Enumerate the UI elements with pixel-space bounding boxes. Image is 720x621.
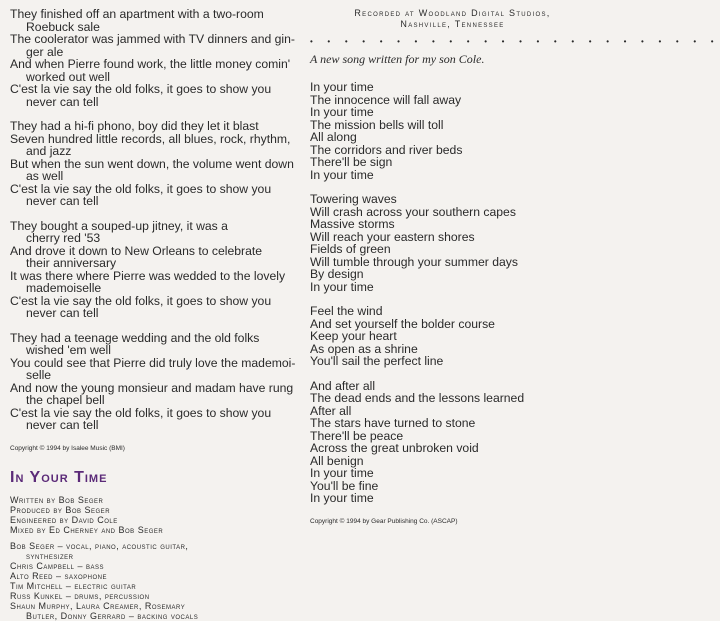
- right-copyright: Copyright © 1994 by Gear Publishing Co. (ASCAP): [310, 517, 458, 525]
- lyric-line: By design: [310, 267, 364, 281]
- lyric-stanza: [10, 120, 300, 208]
- right-column: [310, 8, 720, 526]
- left-copyright: Copyright © 1994 by Isalee Music (BMI): [10, 444, 125, 452]
- studio-line-1: Recorded at Woodland Digital Studios,: [354, 8, 551, 18]
- lyric-line: Will crash across your southern capes: [310, 204, 516, 219]
- lyric-line: The mission bells will toll: [310, 117, 444, 132]
- dot-divider: • • • • • • • • • • • • • • • • • • • • • • • •: [310, 37, 720, 46]
- lyric-line: You'll be fine: [310, 478, 379, 493]
- lyric-line: the chapel bell: [26, 393, 105, 407]
- lyric-stanza: [310, 193, 595, 293]
- lyric-stanza: [10, 332, 300, 432]
- lyric-line: And after all: [310, 378, 376, 393]
- song-title: In Your Time: [10, 468, 108, 486]
- lyric-line: In your time: [310, 491, 374, 505]
- lyric-line: Seven hundred little records, all blues, rock, rhythm,: [10, 131, 291, 146]
- credit-line: Written by Bob Seger: [10, 494, 104, 505]
- lyric-line: C'est la vie say the old folks, it goes to show you: [10, 82, 272, 96]
- lyric-line: All along: [310, 130, 357, 144]
- lyric-line: never can tell: [26, 306, 99, 320]
- studio-line-2: Nashville, Tennessee: [400, 19, 505, 29]
- lyric-line: never can tell: [26, 94, 99, 109]
- lyric-line: wished 'em well: [26, 343, 111, 357]
- lyric-line: The stars have turned to stone: [310, 416, 476, 430]
- musician-line: synthesizer: [26, 550, 74, 561]
- lyric-line: Roebuck sale: [26, 19, 100, 34]
- credit-line: Engineered by David Cole: [10, 514, 118, 525]
- lyric-line: Will reach your eastern shores: [310, 229, 475, 244]
- musician-line: Butler, Donny Gerrard – backing vocals: [26, 610, 199, 621]
- lyric-line: They had a teenage wedding and the old folks: [10, 330, 260, 345]
- lyric-stanza: [310, 380, 595, 505]
- musician-credits: [10, 541, 300, 621]
- lyric-stanza: [310, 305, 595, 368]
- lyric-line: their anniversary: [26, 256, 117, 270]
- lyric-line: Towering waves: [310, 192, 397, 206]
- lyric-line: And now the young monsieur and madam have rung: [10, 380, 294, 395]
- musician-line: Tim Mitchell – electric guitar: [10, 580, 137, 591]
- lyric-line: In your time: [310, 167, 374, 182]
- musician-line: Russ Kunkel – drums, percussion: [10, 590, 150, 601]
- musician-line: Bob Seger – vocal, piano, acoustic guitar,: [10, 540, 189, 551]
- lyric-line: There'll be sign: [310, 155, 393, 169]
- lyric-stanza: [10, 8, 300, 108]
- lyric-line: As open as a shrine: [310, 341, 418, 356]
- lyric-line: In your time: [310, 466, 374, 480]
- lyric-line: In your time: [310, 279, 374, 294]
- lyric-line: and jazz: [26, 144, 72, 158]
- left-lyrics: [10, 8, 300, 432]
- lyric-line: Keep your heart: [310, 329, 397, 343]
- lyric-line: worked out well: [26, 69, 110, 84]
- production-credits: [10, 495, 300, 535]
- lyric-line: All benign: [310, 453, 364, 468]
- lyric-line: C'est la vie say the old folks, it goes to show you: [10, 181, 272, 196]
- lyric-line: C'est la vie say the old folks, it goes to show you: [10, 405, 272, 420]
- right-lyrics: [310, 81, 595, 505]
- lyric-line: In your time: [310, 80, 374, 94]
- lyric-stanza: [310, 81, 595, 181]
- lyric-line: But when the sun went down, the volume went down: [10, 156, 294, 171]
- lyric-line: Massive storms: [310, 217, 395, 231]
- lyric-line: as well: [26, 169, 64, 183]
- musician-line: Chris Campbell – bass: [10, 560, 105, 571]
- lyric-line: The dead ends and the lessons learned: [310, 391, 525, 405]
- lyric-line: And set yourself the bolder course: [310, 316, 495, 331]
- credit-line: Produced by Bob Seger: [10, 504, 111, 515]
- lyric-line: Will tumble through your summer days: [310, 254, 518, 269]
- lyric-line: They bought a souped-up jitney, it was a: [10, 218, 228, 233]
- lyric-line: In your time: [310, 105, 374, 119]
- lyric-line: mademoiselle: [26, 281, 102, 295]
- lyric-line: And when Pierre found work, the little money comin': [10, 57, 291, 71]
- lyric-line: After all: [310, 403, 352, 418]
- credit-line: Mixed by Ed Cherney and Bob Seger: [10, 524, 164, 535]
- musician-line: Shaun Murphy, Laura Creamer, Rosemary: [10, 600, 186, 611]
- lyric-line: ger ale: [26, 44, 64, 59]
- lyric-line: It was there where Pierre was wedded to the lovely: [10, 268, 286, 283]
- lyric-line: You'll sail the perfect line: [310, 354, 444, 368]
- lyric-line: The corridors and river beds: [310, 142, 463, 157]
- lyric-line: The coolerator was jammed with TV dinners and gin-: [10, 32, 295, 46]
- lyric-line: There'll be peace: [310, 428, 404, 443]
- lyric-line: Fields of green: [310, 242, 391, 256]
- lyric-line: They finished off an apartment with a two-room: [10, 7, 264, 21]
- lyric-stanza: [10, 220, 300, 320]
- lyric-line: never can tell: [26, 194, 99, 208]
- lyric-line: C'est la vie say the old folks, it goes to show you: [10, 293, 272, 308]
- lyric-line: You could see that Pierre did truly love the mademoi-: [10, 355, 296, 370]
- musician-line: Alto Reed – saxophone: [10, 570, 107, 581]
- lyric-line: They had a hi-fi phono, boy did they let it blast: [10, 119, 259, 133]
- lyric-line: Across the great unbroken void: [310, 441, 479, 455]
- left-column: [10, 8, 300, 621]
- lyric-line: cherry red '53: [26, 231, 101, 245]
- lyric-line: selle: [26, 368, 52, 382]
- dedication: A new song written for my son Cole.: [310, 52, 485, 66]
- lyric-line: Feel the wind: [310, 304, 383, 318]
- lyric-line: And drove it down to New Orleans to celebrate: [10, 243, 263, 258]
- lyric-line: The innocence will fall away: [310, 92, 462, 107]
- lyric-line: never can tell: [26, 418, 99, 432]
